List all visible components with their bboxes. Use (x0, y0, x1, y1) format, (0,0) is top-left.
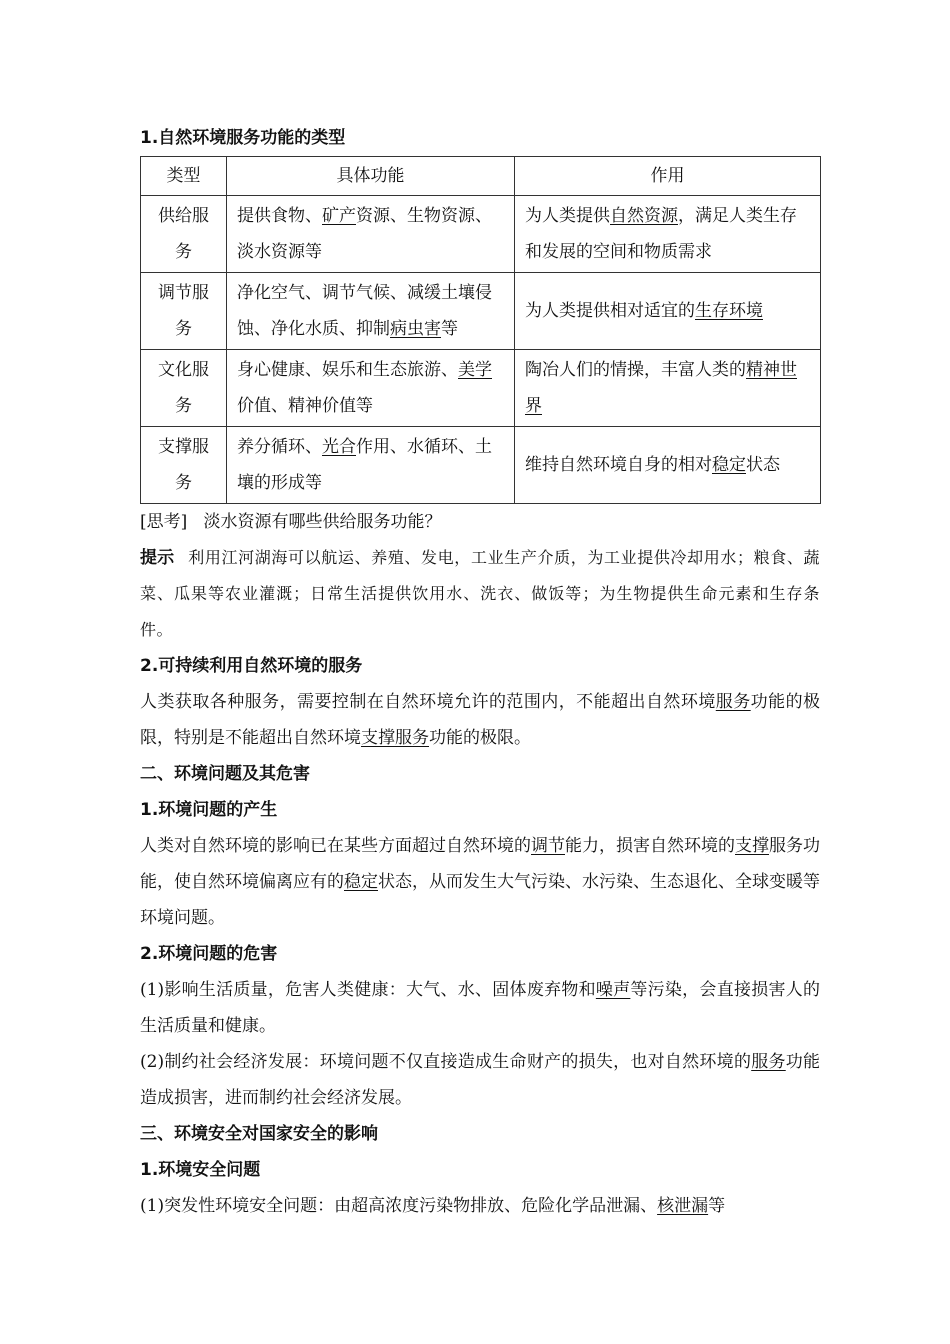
table-header-row (141, 157, 821, 196)
sustainable-use-paragraph: 人类获取各种服务，需要控制在自然环境允许的范围内，不能超出自然环境服务功能的极限，特别是不能超出自然环境支撑服务功能的极限。 (140, 692, 821, 748)
security-paragraph: (1)突发性环境安全问题：由超高浓度污染物排放、危险化学品泄漏、核泄漏等 (140, 1196, 726, 1216)
table-cell-effect: 陶冶人们的情操，丰富人类的精神世界 (515, 350, 821, 427)
table-cell-function: 净化空气、调节气候、减缓土壤侵蚀、净化水质、抑制病虫害等 (227, 273, 515, 350)
hint-paragraph (140, 540, 820, 648)
think-text: 淡水资源有哪些供给服务功能？ (203, 512, 442, 532)
table-cell-function: 提供食物、矿产资源、生物资源、淡水资源等 (227, 196, 515, 273)
hint-text: 利用江河湖海可以航运、养殖、发电，工业生产介质，为工业提供冷却用水；粮食、蔬菜、瓜果等农业灌溉；日常生活提供饮用水、洗衣、做饭等；为生物提供生命元素和生存条件。 (140, 548, 820, 639)
section-title-security-problems: 1.环境安全问题 (140, 1160, 261, 1180)
table-cell-function: 身心健康、娱乐和生态旅游、美学价值、精神价值等 (227, 350, 515, 427)
think-question (140, 504, 820, 540)
hint-label: 提示 (140, 548, 175, 568)
table-header-type: 类型 (141, 157, 227, 196)
heading-environment-security: 三、环境安全对国家安全的影响 (140, 1124, 378, 1144)
table-cell-effect: 维持自然环境自身的相对稳定状态 (515, 427, 821, 504)
section-title-sustainable-use: 2.可持续利用自然环境的服务 (140, 656, 363, 676)
think-label: [思考] (140, 512, 188, 532)
section-title-problem-origin: 1.环境问题的产生 (140, 800, 278, 820)
service-types-table (140, 156, 821, 504)
problem-origin-paragraph: 人类对自然环境的影响已在某些方面超过自然环境的调节能力，损害自然环境的支撑服务功能，使自然环境偏离应有的稳定状态，从而发生大气污染、水污染、生态退化、全球变暖等环境问题。 (140, 836, 820, 928)
table-cell-function: 养分循环、光合作用、水循环、土壤的形成等 (227, 427, 515, 504)
table-row (141, 273, 821, 350)
table-cell-type: 文化服务 (141, 350, 227, 427)
table-cell-type: 调节服务 (141, 273, 227, 350)
table-cell-type: 供给服务 (141, 196, 227, 273)
table-cell-type: 支撑服务 (141, 427, 227, 504)
table-cell-effect: 为人类提供相对适宜的生存环境 (515, 273, 821, 350)
harm-paragraph-1: (1)影响生活质量，危害人类健康：大气、水、固体废弃物和噪声等污染，会直接损害人的生活质量和健康。 (140, 980, 820, 1036)
table-cell-effect: 为人类提供自然资源，满足人类生存和发展的空间和物质需求 (515, 196, 821, 273)
table-header-effect: 作用 (515, 157, 821, 196)
document-page (140, 120, 820, 1224)
heading-environment-problems: 二、环境问题及其危害 (140, 764, 310, 784)
section-title-problem-harm: 2.环境问题的危害 (140, 944, 278, 964)
table-row (141, 350, 821, 427)
table-header-function: 具体功能 (227, 157, 515, 196)
section-title-service-types: 1.自然环境服务功能的类型 (140, 128, 346, 148)
table-row (141, 427, 821, 504)
table-row (141, 196, 821, 273)
harm-paragraph-2: (2)制约社会经济发展：环境问题不仅直接造成生命财产的损失，也对自然环境的服务功能造成损害，进而制约社会经济发展。 (140, 1052, 820, 1108)
